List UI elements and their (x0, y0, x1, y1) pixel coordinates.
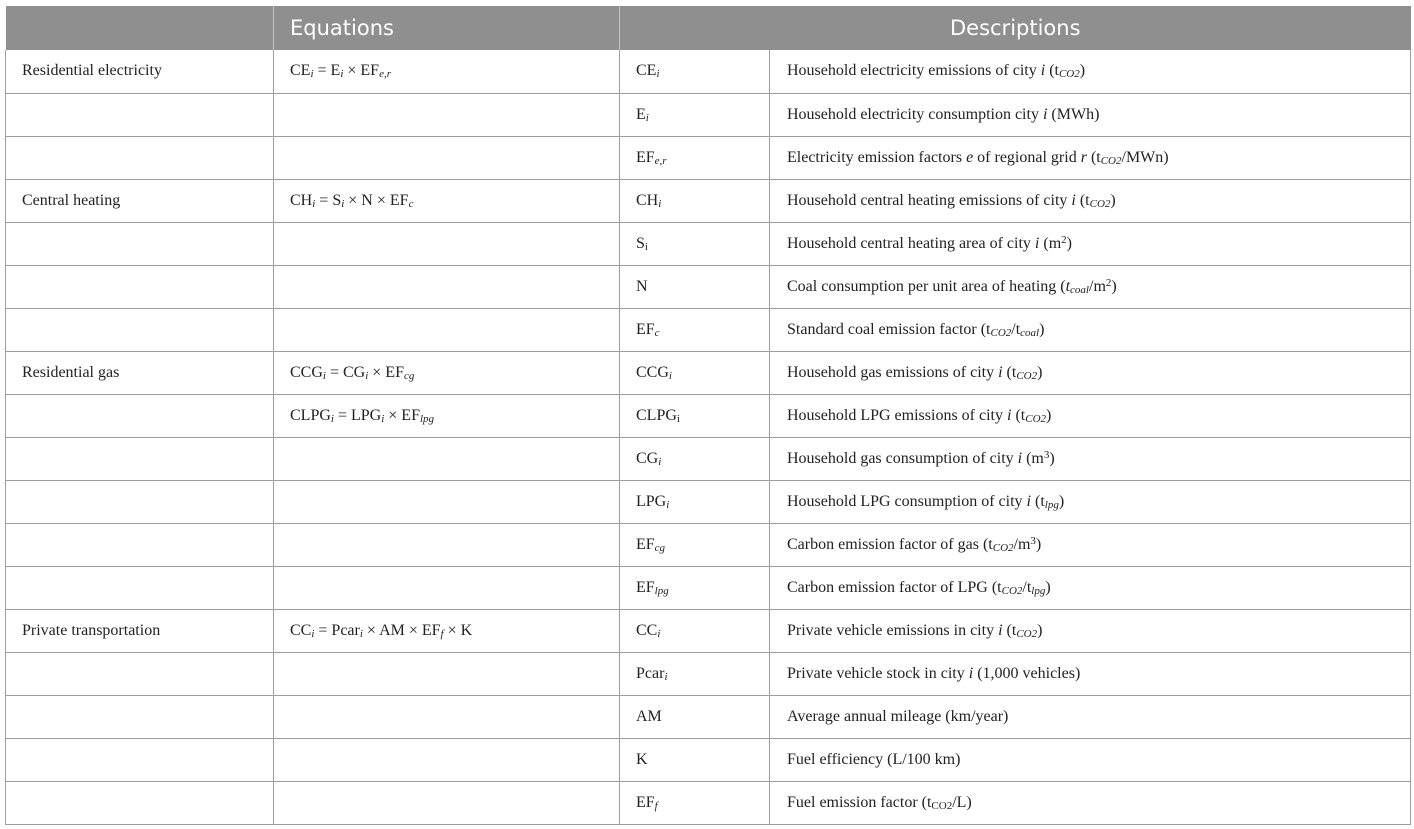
equation-cell (274, 222, 620, 265)
symbol-cell: $CG_i$ (620, 437, 770, 480)
table-row (6, 394, 1411, 437)
description-cell: Standard coal emission factor $(t_{CO2}/t_{coal})$ (770, 308, 1411, 351)
description-cell: Carbon emission factor of LPG $(t_{CO2}/t_{lpg})$ (770, 566, 1411, 609)
equation-cell: $CCG_i = CG_i \times EF_{cg}$ (274, 351, 620, 394)
table-header-row (6, 6, 1411, 50)
table-row (6, 93, 1411, 136)
category-cell (6, 480, 274, 523)
equation-cell (274, 93, 620, 136)
category-cell (6, 394, 274, 437)
symbol-cell: K (620, 738, 770, 781)
description-cell: Average annual mileage (km/year) (770, 695, 1411, 738)
description-cell: Household LPG consumption of city i $(t_{lpg})$ (770, 480, 1411, 523)
table-row (6, 480, 1411, 523)
description-cell: Household electricity consumption city i (MWh) (770, 93, 1411, 136)
category-cell (6, 93, 274, 136)
symbol-cell: AM (620, 695, 770, 738)
equation-cell (274, 781, 620, 824)
description-cell: Private vehicle emissions in city i $(t_{CO2})$ (770, 609, 1411, 652)
table-row (6, 566, 1411, 609)
category-cell: Central heating (6, 179, 274, 222)
table-row (6, 738, 1411, 781)
equation-cell (274, 566, 620, 609)
equation-cell (274, 265, 620, 308)
table-row (6, 179, 1411, 222)
equation-cell (274, 136, 620, 179)
symbol-cell: $EF_{lpg}$ (620, 566, 770, 609)
header-descriptions: Descriptions (620, 6, 1411, 50)
category-cell (6, 265, 274, 308)
category-cell: Residential gas (6, 351, 274, 394)
symbol-cell: $LPG_i$ (620, 480, 770, 523)
equation-cell (274, 523, 620, 566)
table-row (6, 50, 1411, 93)
category-cell (6, 652, 274, 695)
description-cell: Electricity emission factors e of regional grid r $(t_{CO2}/MWn)$ (770, 136, 1411, 179)
table-row (6, 695, 1411, 738)
category-cell (6, 566, 274, 609)
equation-cell: $CE_i = E_i \times EF_{e,r}$ (274, 50, 620, 93)
description-cell: Household gas consumption of city i $(m^3)$ (770, 437, 1411, 480)
table-row (6, 222, 1411, 265)
category-cell (6, 308, 274, 351)
equation-cell (274, 695, 620, 738)
symbol-cell: N (620, 265, 770, 308)
description-cell: Coal consumption per unit area of heating $(t_{coal}/m^2)$ (770, 265, 1411, 308)
symbol-cell: $E_i$ (620, 93, 770, 136)
category-cell: Residential electricity (6, 50, 274, 93)
description-cell: Household LPG emissions of city i $(t_{CO2})$ (770, 394, 1411, 437)
table-row (6, 136, 1411, 179)
table-row (6, 523, 1411, 566)
table-body (6, 50, 1411, 824)
symbol-cell: Pcar$_i$ (620, 652, 770, 695)
table-row (6, 437, 1411, 480)
header-category (6, 6, 274, 50)
category-cell (6, 437, 274, 480)
table-row (6, 652, 1411, 695)
table-row (6, 265, 1411, 308)
symbol-cell: $EF_{e,r}$ (620, 136, 770, 179)
category-cell: Private transportation (6, 609, 274, 652)
category-cell (6, 695, 274, 738)
equation-cell (274, 652, 620, 695)
symbol-cell: $CCG_i$ (620, 351, 770, 394)
symbol-cell: $CLPG_i$ (620, 394, 770, 437)
symbol-cell: $CH_i$ (620, 179, 770, 222)
description-cell: Private vehicle stock in city i (1,000 vehicles) (770, 652, 1411, 695)
equation-cell (274, 437, 620, 480)
equation-cell: $CLPG_i = LPG_i \times EF_{lpg}$ (274, 394, 620, 437)
symbol-cell: $EF_c$ (620, 308, 770, 351)
description-cell: Fuel emission factor $(t_{CO2}/L)$ (770, 781, 1411, 824)
table-row (6, 308, 1411, 351)
equation-cell (274, 308, 620, 351)
description-cell: Household central heating area of city i $(m^2)$ (770, 222, 1411, 265)
table-row (6, 609, 1411, 652)
emissions-equations-table (5, 6, 1411, 825)
table-row (6, 781, 1411, 824)
description-cell: Household central heating emissions of city i $(t_{CO2})$ (770, 179, 1411, 222)
equation-cell (274, 738, 620, 781)
category-cell (6, 136, 274, 179)
description-cell: Fuel efficiency (L/100 km) (770, 738, 1411, 781)
equation-cell: $CH_i = S_i \times N \times EF_c$ (274, 179, 620, 222)
symbol-cell: $EF_f$ (620, 781, 770, 824)
category-cell (6, 222, 274, 265)
table-row (6, 351, 1411, 394)
symbol-cell: $EF_{cg}$ (620, 523, 770, 566)
symbol-cell: $CE_i$ (620, 50, 770, 93)
category-cell (6, 523, 274, 566)
description-cell: Household electricity emissions of city i $(t_{CO2})$ (770, 50, 1411, 93)
symbol-cell: $S_i$ (620, 222, 770, 265)
category-cell (6, 781, 274, 824)
description-cell: Household gas emissions of city i $(t_{CO2})$ (770, 351, 1411, 394)
equation-cell: $CC_i$ = Pcar$_i$ × AM × $EF_f \times K$ (274, 609, 620, 652)
header-equations: Equations (274, 6, 620, 50)
equation-cell (274, 480, 620, 523)
description-cell: Carbon emission factor of gas $(t_{CO2}/m^3)$ (770, 523, 1411, 566)
category-cell (6, 738, 274, 781)
symbol-cell: $CC_i$ (620, 609, 770, 652)
